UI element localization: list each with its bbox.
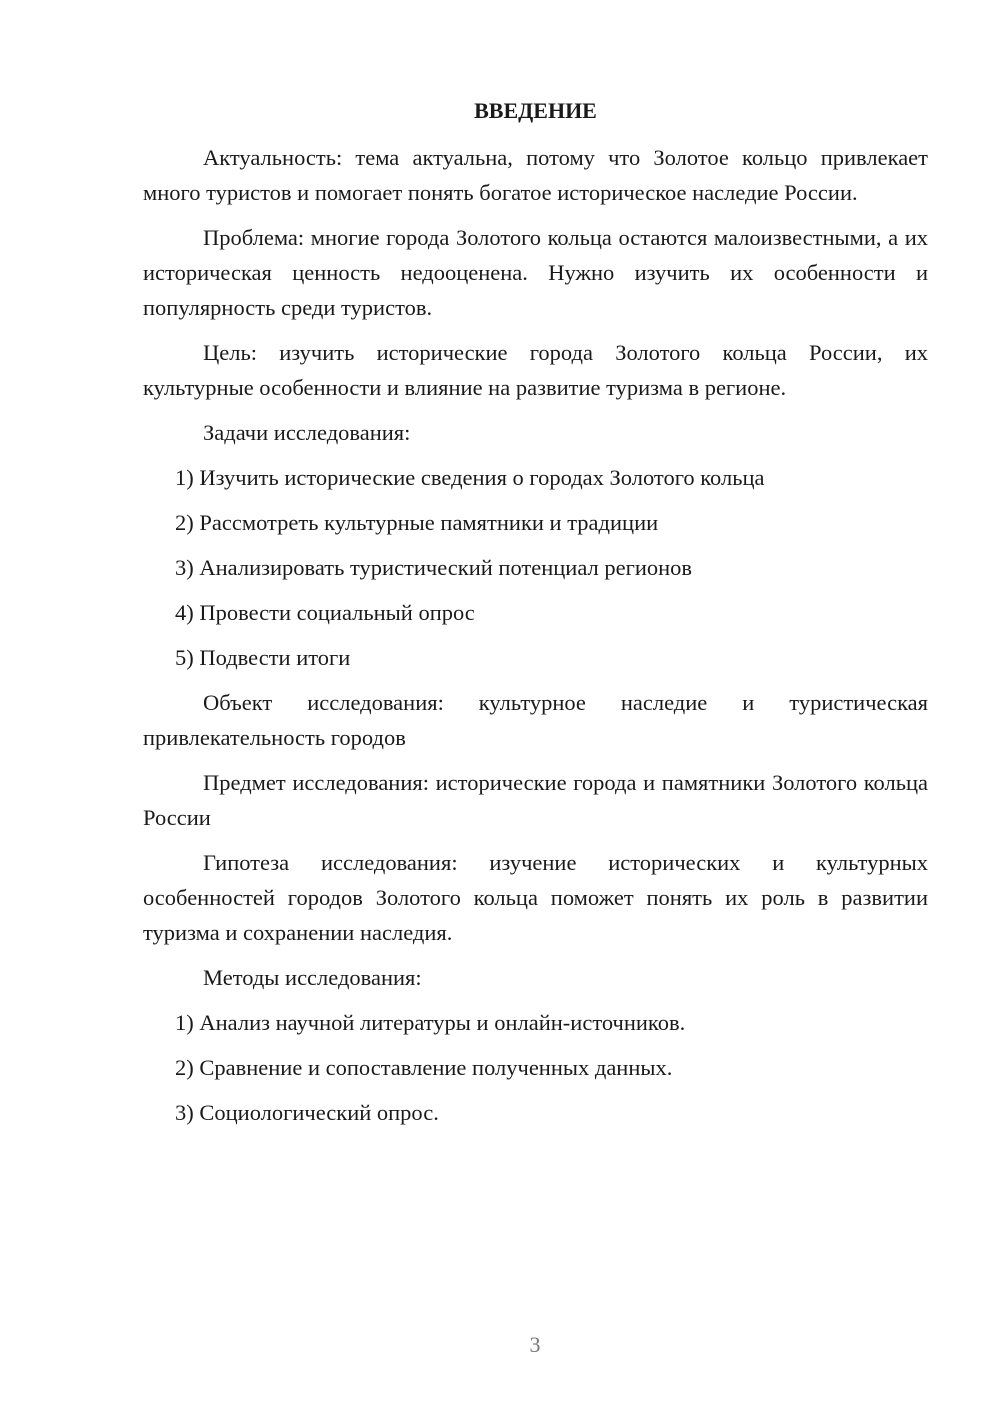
methods-heading: Методы исследования: — [203, 965, 422, 990]
method-item: 2) Сравнение и сопоставление полученных данных. — [175, 1055, 673, 1080]
task-item: 5) Подвести итоги — [175, 645, 351, 670]
page-title-text: ВВЕДЕНИЕ — [474, 98, 597, 123]
problem-paragraph: Проблема: многие города Золотого кольца остаются малоизвестными, а их историческая ценность недооценена. Нужно изучить их особенности и популярность среди туристов. — [143, 225, 928, 320]
task-item: 2) Рассмотреть культурные памятники и традиции — [175, 510, 659, 535]
task-item: 1) Изучить исторические сведения о городах Золотого кольца — [175, 465, 765, 490]
object-paragraph: Объект исследования: культурное наследие и туристическая привлекательность городов — [143, 690, 928, 750]
subject-paragraph: Предмет исследования: исторические города и памятники Золотого кольца России — [143, 770, 928, 830]
page-number: 3 — [529, 1332, 541, 1357]
task-item: 4) Провести социальный опрос — [175, 600, 475, 625]
goal-paragraph: Цель: изучить исторические города Золотого кольца России, их культурные особенности и влияние на развитие туризма в регионе. — [143, 340, 928, 400]
method-item: 3) Социологический опрос. — [175, 1100, 439, 1125]
page-title — [143, 95, 928, 127]
tasks-heading: Задачи исследования: — [203, 420, 411, 445]
relevance-paragraph: Актуальность: тема актуальна, потому что Золотое кольцо привлекает много туристов и помогает понять богатое историческое наследие России. — [143, 145, 928, 205]
task-item: 3) Анализировать туристический потенциал регионов — [175, 555, 693, 580]
page-content — [143, 95, 928, 1140]
method-item: 1) Анализ научной литературы и онлайн-источников. — [175, 1010, 686, 1035]
hypothesis-paragraph: Гипотеза исследования: изучение исторических и культурных особенностей городов Золотого кольца поможет понять их роль в развитии туризма и сохранении наследия. — [143, 850, 928, 945]
